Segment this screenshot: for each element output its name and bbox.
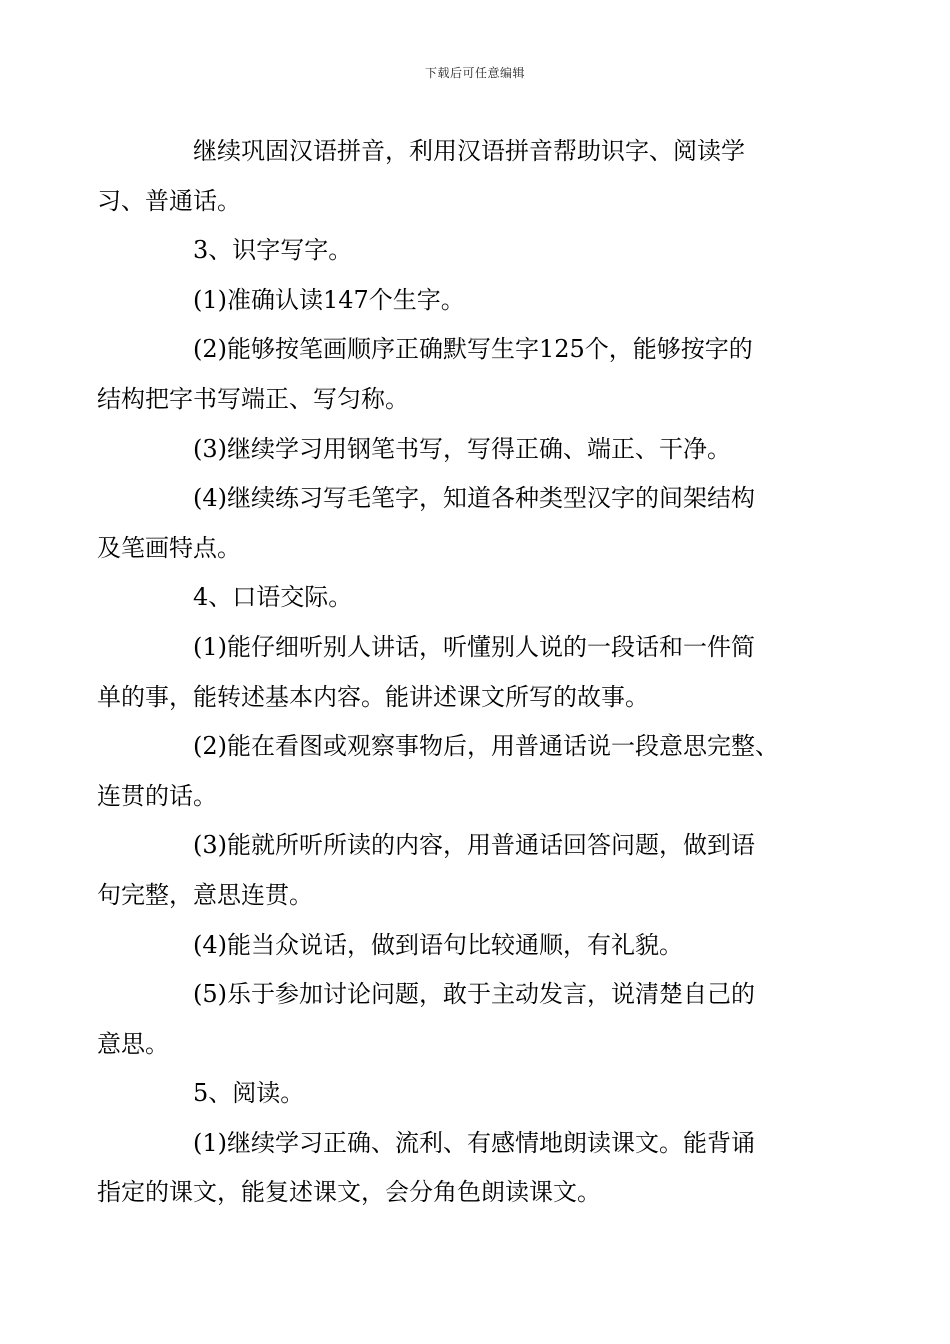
text-line: (3)能就所听所读的内容，用普通话回答问题，做到语	[193, 831, 755, 860]
text-line: (2)能在看图或观察事物后，用普通话说一段意思完整、	[193, 732, 779, 761]
section-heading	[145, 226, 825, 276]
paragraph	[145, 921, 825, 971]
text-line: (1)准确认读147个生字。	[193, 285, 465, 314]
paragraph	[97, 127, 825, 226]
paragraph	[97, 474, 825, 573]
text-line: 指定的课文，能复述课文，会分角色朗读课文。	[97, 1178, 601, 1207]
text-line: 5、阅读。	[193, 1079, 305, 1108]
text-line: (3)继续学习用钢笔书写，写得正确、端正、干净。	[193, 434, 731, 463]
paragraph	[97, 722, 825, 821]
paragraph	[97, 325, 825, 424]
section-heading	[145, 1069, 825, 1119]
section-heading	[145, 573, 825, 623]
text-line: 4、口语交际。	[193, 583, 353, 612]
text-line: (2)能够按笔画顺序正确默写生字125个，能够按字的	[193, 335, 753, 364]
text-line: 句完整，意思连贯。	[97, 880, 313, 909]
page-header: 下载后可任意编辑	[424, 66, 525, 80]
text-line: 及笔画特点。	[97, 533, 241, 562]
paragraph	[97, 1119, 825, 1218]
paragraph	[97, 970, 825, 1069]
paragraph	[145, 276, 825, 326]
text-line: (4)能当众说话，做到语句比较通顺，有礼貌。	[193, 930, 683, 959]
text-line: (1)能仔细听别人讲话，听懂别人说的一段话和一件简	[193, 632, 755, 661]
text-line: 连贯的话。	[97, 781, 217, 810]
text-line: 继续巩固汉语拼音，利用汉语拼音帮助识字、阅读学	[193, 137, 745, 165]
text-line: 习、普通话。	[97, 186, 241, 215]
text-line: (4)继续练习写毛笔字，知道各种类型汉字的间架结构	[193, 484, 755, 513]
text-line: 结构把字书写端正、写匀称。	[97, 384, 409, 413]
document-body	[97, 127, 825, 1218]
paragraph	[97, 623, 825, 722]
text-line: (1)继续学习正确、流利、有感情地朗读课文。能背诵	[193, 1128, 755, 1157]
text-line: 单的事，能转述基本内容。能讲述课文所写的故事。	[97, 682, 649, 711]
text-line: 3、识字写字。	[193, 236, 353, 265]
text-line: (5)乐于参加讨论问题，敢于主动发言，说清楚自己的	[193, 980, 755, 1009]
paragraph	[145, 425, 825, 475]
paragraph	[97, 821, 825, 920]
text-line: 意思。	[97, 1029, 169, 1058]
